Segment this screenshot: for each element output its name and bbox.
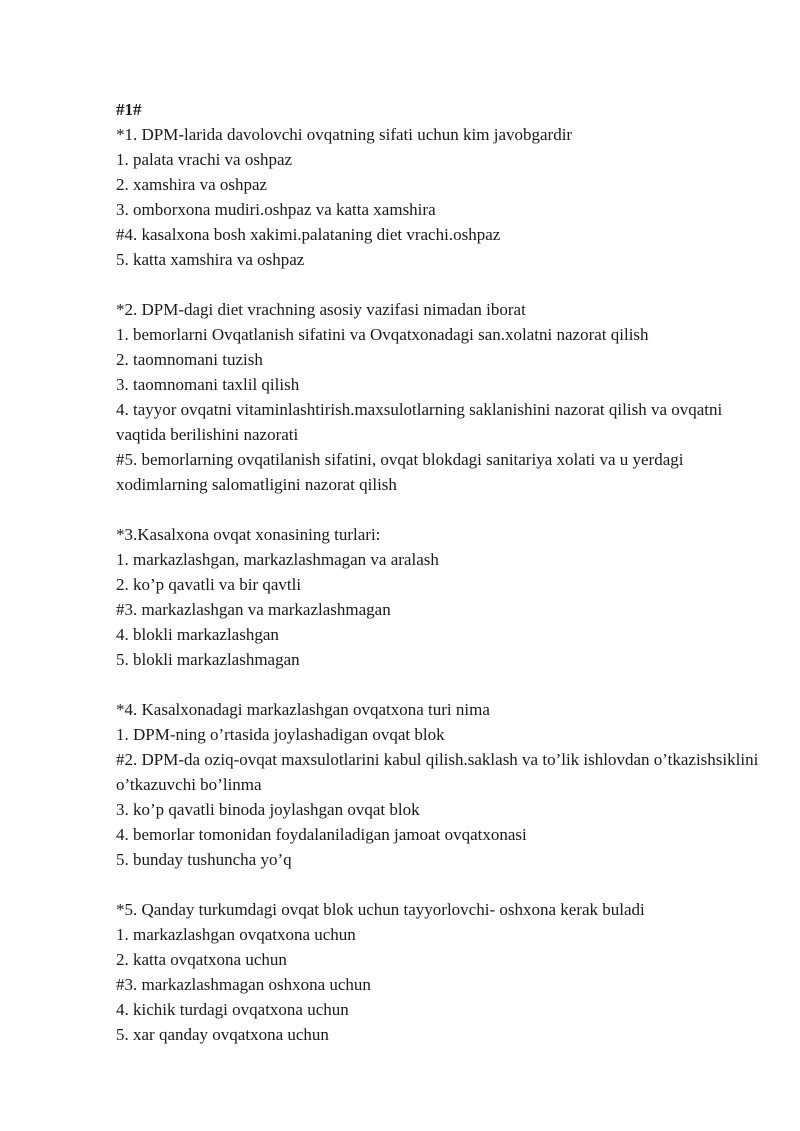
question-1 xyxy=(116,122,760,272)
answer-option: 3. ko’p qavatli binoda joylashgan ovqat blok xyxy=(116,800,420,819)
answer-option: 2. katta ovqatxona uchun xyxy=(116,950,287,969)
answer-option-correct: #5. bemorlarning ovqatilanish sifatini, ovqat blokdagi sanitariya xolati va u yerdagi xodimlarning salomatligini nazorat qilish xyxy=(116,450,684,494)
answer-option: 2. xamshira va oshpaz xyxy=(116,175,268,194)
question-text: *4. Kasalxonadagi markazlashgan ovqatxona turi nima xyxy=(116,700,490,719)
document-title: #1# xyxy=(116,100,142,119)
answer-option: 3. omborxona mudiri.oshpaz va katta xamshira xyxy=(116,200,436,219)
answer-option: 4. tayyor ovqatni vitaminlashtirish.maxsulotlarning saklanishini nazorat qilish va ovqatni vaqtida berilishini nazorati xyxy=(116,400,723,444)
question-text: *2. DPM-dagi diet vrachning asosiy vazifasi nimadan iborat xyxy=(116,300,526,319)
answer-option: 5. bunday tushuncha yo’q xyxy=(116,850,292,869)
question-4 xyxy=(116,697,760,872)
question-3 xyxy=(116,522,760,672)
answer-option: 4. bemorlar tomonidan foydalaniladigan jamoat ovqatxonasi xyxy=(116,825,527,844)
question-text: *5. Qanday turkumdagi ovqat blok uchun tayyorlovchi- oshxona kerak buladi xyxy=(116,900,645,919)
answer-option-correct: #2. DPM-da oziq-ovqat maxsulotlarini kabul qilish.saklash va to’lik ishlovdan o’tkazishsiklini o’tkazuvchi bo’linma xyxy=(116,750,759,794)
answer-option: 4. kichik turdagi ovqatxona uchun xyxy=(116,1000,349,1019)
answer-option: 1. bemorlarni Ovqatlanish sifatini va Ovqatxonadagi san.xolatni nazorat qilish xyxy=(116,325,649,344)
question-2 xyxy=(116,297,760,497)
answer-option-correct: #3. markazlashmagan oshxona uchun xyxy=(116,975,371,994)
answer-option: 3. taomnomani taxlil qilish xyxy=(116,375,300,394)
answer-option: 2. ko’p qavatli va bir qavtli xyxy=(116,575,302,594)
answer-option: 1. DPM-ning o’rtasida joylashadigan ovqat blok xyxy=(116,725,445,744)
answer-option: 1. palata vrachi va oshpaz xyxy=(116,150,293,169)
question-text: *1. DPM-larida davolovchi ovqatning sifati uchun kim javobgardir xyxy=(116,125,573,144)
answer-option: 5. xar qanday ovqatxona uchun xyxy=(116,1025,329,1044)
answer-option: 1. markazlashgan ovqatxona uchun xyxy=(116,925,356,944)
answer-option-correct: #4. kasalxona bosh xakimi.palataning diet vrachi.oshpaz xyxy=(116,225,501,244)
answer-option-correct: #3. markazlashgan va markazlashmagan xyxy=(116,600,391,619)
answer-option: 2. taomnomani tuzish xyxy=(116,350,263,369)
answer-option: 5. katta xamshira va oshpaz xyxy=(116,250,305,269)
question-text: *3.Kasalxona ovqat xonasining turlari: xyxy=(116,525,381,544)
question-5 xyxy=(116,897,760,1047)
answer-option: 5. blokli markazlashmagan xyxy=(116,650,300,669)
answer-option: 1. markazlashgan, markazlashmagan va aralash xyxy=(116,550,439,569)
answer-option: 4. blokli markazlashgan xyxy=(116,625,279,644)
